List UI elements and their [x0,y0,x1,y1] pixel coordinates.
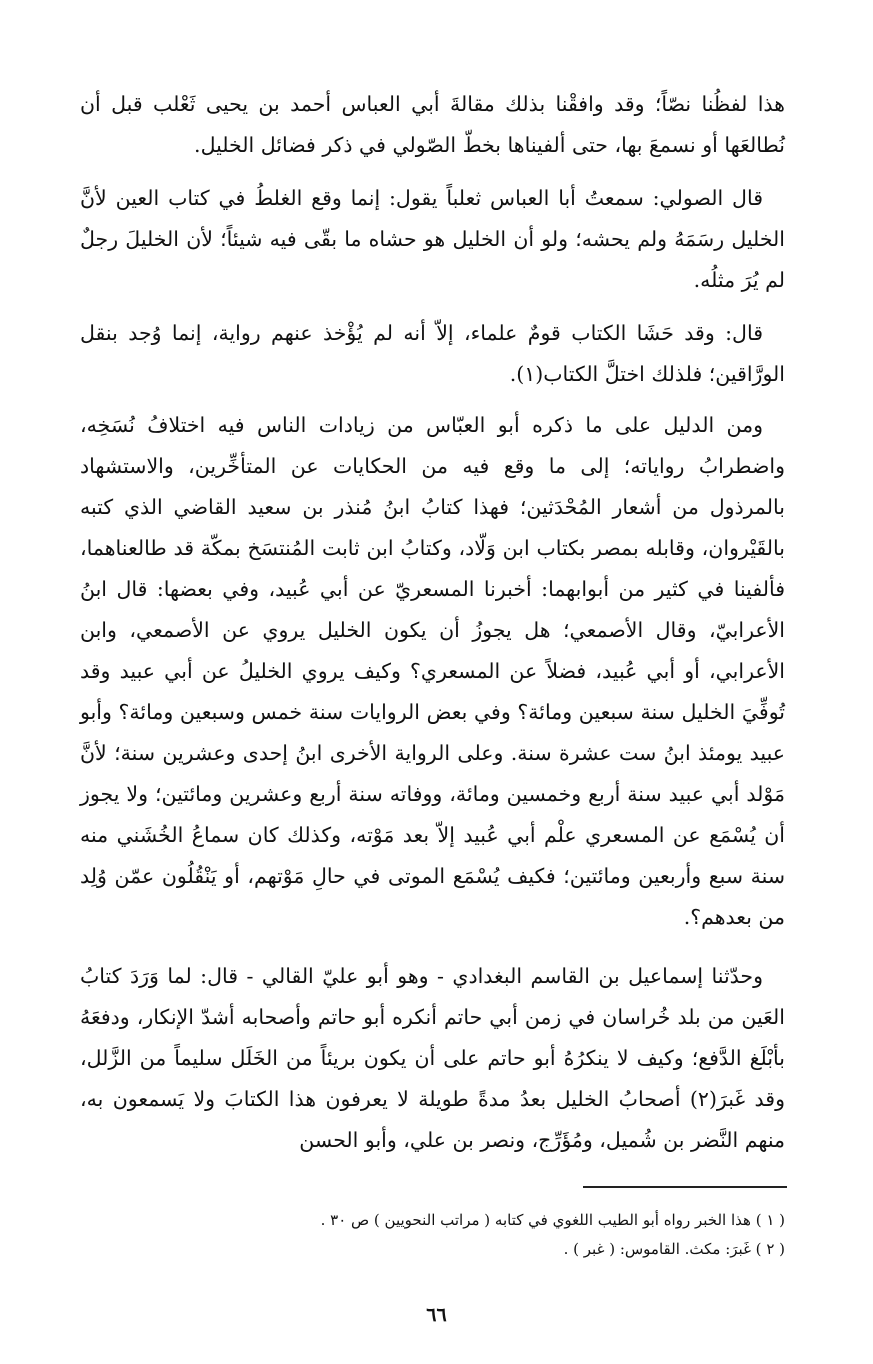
main-text [80,84,785,1181]
footnote-2: ( ٢ ) غَبرَ: مكث. القاموس: ( غبر ) . [563,1240,785,1258]
footnotes [80,1206,785,1264]
paragraph-2: قال الصولي: سمعتُ أبا العباس ثعلباً يقول: إنما وقع الغلطُ في كتاب العين لأنَّ الخليل رسَمَهُ ولم يحشه؛ ولو أن الخليل هو حشاه ما بقّى فيه شيئاً؛ لأن الخليلَ رجلٌ لم يُرَ مثلُه. [80,186,785,292]
paragraph-4: ومن الدليل على ما ذكره أبو العبّاس من زيادات الناس فيه اختلافُ نُسَخِه، واضطرابُ رواياته؛ إلى ما وقع فيه من الحكايات عن المتأخِّرين، والاستشهاد بالمرذول من أشعار المُحْدَثين؛ فهذا كتابُ ابنُ مُنذر بن سعيد القاضي الذي كتبه بالقَيْروان، وقابله بمصر بكتاب ابن وَلّاد، وكتابُ ابن ثابت المُنتسَخ بمكّة قد طالعناهما، فألفينا في كثير من أبوابهما: أخبرنا المسعريّ عن أبي عُبيد، وفي بعضها: قال ابنُ الأعرابيّ، وقال الأصمعي؛ هل يجوزُ أن يكون الخليل يروي عن الأصمعي، وابن الأعرابي، أو أبي عُبيد، فضلاً عن المسعري؟ وكيف يروي الخليلُ عن أبي عبيد وقد تُوفِّيَ الخليل سنة سبعين ومائة؟ وفي بعض الروايات سنة خمس وسبعين ومائة؟ وأبو عبيد يومئذ ابنُ ست عشرة سنة. وعلى الرواية الأخرى ابنُ إحدى وعشرين سنة؛ لأنَّ مَوْلد أبي عبيد سنة أربع وخمسين ومائة، ووفاته سنة أربع وعشرين ومائتين؛ ولا يجوز أن يُسْمَع عن المسعري علْم أبي عُبيد إلاّ بعد مَوْته، وكذلك كان سماعُ الخُشَني منه سنة سبع وأربعين ومائتين؛ فكيف يُسْمَع الموتى في حالِ مَوْتهم، أو يَنْقُلُون عمّن وُلِد من بعدهم؟. [80,413,785,929]
footnote-1: ( ١ ) هذا الخبر رواه أبو الطيب اللغوي في كتابه ( مراتب النحويين ) ص ٣٠ . [320,1211,785,1229]
paragraph-1: هذا لفظُنا نصّاً؛ وقد وافقْنا بذلك مقالةَ أبي العباس أحمد بن يحيى ثَعْلب قبل أن نُطالعَها أو نسمعَ بها، حتى ألفيناها بخطّ الصّولي في ذكر فضائل الخليل. [80,92,785,157]
paragraph-5: وحدّثنا إسماعيل بن القاسم البغدادي - وهو أبو عليّ القالي - قال: لما وَرَدَ كتابُ العَين من بلد خُراسان في زمن أبي حاتم أنكره أبو حاتم وأصحابه أشدّ الإنكار، ودفعَهُ بأبْلَغ الدَّفع؛ وكيف لا ينكرُهُ أبو حاتم على أن يكون بريئاً من الخَلَل سليماً من الزَّلل، وقد غَبرَ(٢) أصحابُ الخليل بعدُ مدةً طويلة لا يعرفون هذا الكتابَ ولا يَسمعون به، منهم النَّضر بن شُميل، ومُؤَرِّج، ونصر بن علي، وأبو الحسن [80,964,785,1152]
paragraph-3: قال: وقد حَشَا الكتاب قومٌ علماء، إلاّ أنه لم يُؤْخذ عنهم رواية، إنما وُجد بنقل الورَّاقين؛ فلذلك اختلَّ الكتاب(١). [80,321,785,386]
page-number: ٦٦ [426,1304,447,1326]
footnote-divider [583,1186,787,1188]
